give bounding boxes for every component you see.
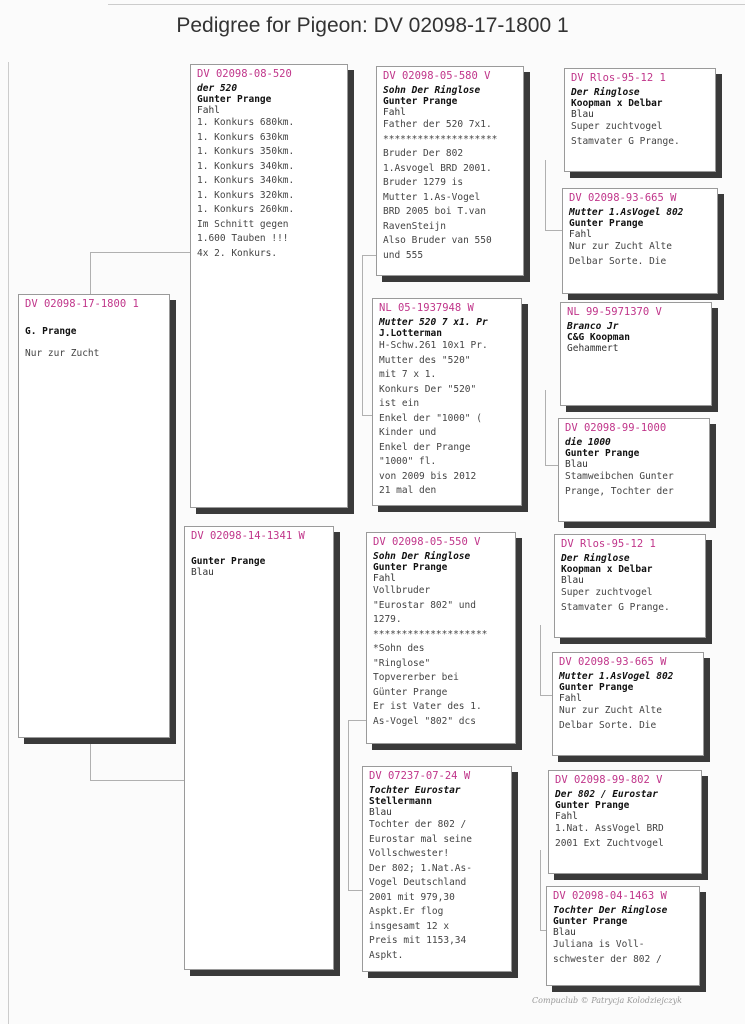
- connector: [545, 230, 563, 231]
- breeder: C&G Koopman: [567, 332, 630, 343]
- note-line: von 2009 bis 2012: [379, 470, 477, 482]
- pigeon-name: Branco Jr: [567, 321, 619, 332]
- color: Fahl: [569, 229, 592, 240]
- note-line: Nur zur Zucht: [25, 348, 100, 359]
- sire-dam-dam-card[interactable]: [558, 418, 710, 522]
- breeder: Koopman x Delbar: [561, 564, 653, 575]
- page-title: Pedigree for Pigeon: DV 02098-17-1800 1: [176, 14, 569, 37]
- breeder: Gunter Prange: [373, 562, 448, 573]
- note-line: insgesamt 12 x: [369, 920, 450, 932]
- breeder: Gunter Prange: [569, 218, 644, 229]
- note-line: Prange, Tochter der: [565, 485, 674, 497]
- connector: [90, 742, 91, 780]
- color: Blau: [191, 567, 214, 578]
- ring-number: DV 02098-04-1463 W: [553, 890, 667, 902]
- breeder: J.Lotterman: [379, 328, 442, 339]
- ring-number: NL 05-1937948 W: [379, 302, 474, 314]
- note-line: 1.Asvogel BRD 2001.: [383, 162, 492, 174]
- footer-credit: Compuclub © Patrycja Kolodziejczyk: [532, 996, 682, 1005]
- note-line: Mutter 1.As-Vogel: [383, 191, 481, 203]
- note-line: Delbar Sorte. Die: [559, 719, 657, 731]
- note-line: und 555: [383, 249, 424, 261]
- note-line: ********************: [373, 628, 488, 640]
- note-line: "1000" fl.: [379, 456, 437, 467]
- note-line: "Eurostar 802" und: [373, 599, 476, 611]
- connector: [362, 255, 363, 415]
- note-line: Preis mit 1153,34: [369, 935, 467, 946]
- note-line: Enkel der Prange: [379, 441, 471, 453]
- note-line: 1. Konkurs 320km.: [197, 189, 295, 201]
- note-line: Father der 520 7x1.: [383, 119, 492, 130]
- note-line: 1.Nat. AssVogel BRD: [555, 823, 664, 834]
- connector: [540, 625, 541, 695]
- ring-number: DV 02098-93-665 W: [569, 192, 677, 204]
- connector: [362, 255, 376, 256]
- note-line: Mutter des "520": [379, 354, 471, 366]
- pigeon-name: Mutter 520 7 x1. Pr: [379, 317, 488, 328]
- pigeon-name: der 520: [197, 83, 238, 94]
- subject-card[interactable]: [18, 294, 170, 738]
- note-line: ********************: [383, 133, 498, 145]
- ring-number: DV 02098-14-1341 W: [191, 530, 305, 542]
- color: Blau: [565, 459, 588, 470]
- note-line: schwester der 802 /: [553, 953, 662, 965]
- note-line: Vogel Deutschland: [369, 877, 467, 888]
- note-line: Delbar Sorte. Die: [569, 255, 667, 267]
- ring-number: DV Rlos-95-12 1: [561, 538, 656, 550]
- note-line: mit 7 x 1.: [379, 369, 437, 380]
- note-line: Kinder und: [379, 427, 437, 438]
- dam-dam-card[interactable]: [362, 766, 512, 972]
- note-line: Bruder Der 802: [383, 148, 464, 159]
- note-line: Aspkt.: [369, 949, 404, 961]
- color: Fahl: [383, 107, 406, 118]
- note-line: 1. Konkurs 630km: [197, 131, 289, 143]
- ring-number: DV 02098-99-802 V: [555, 774, 663, 786]
- breeder: Gunter Prange: [559, 682, 634, 693]
- sire-sire-sire-card[interactable]: [564, 68, 716, 172]
- sire-dam-sire-card[interactable]: [560, 302, 712, 406]
- pigeon-name: Tochter Eurostar: [369, 785, 461, 796]
- note-line: Vollbruder: [373, 585, 431, 596]
- connector: [545, 160, 546, 230]
- note-line: ist ein: [379, 398, 420, 409]
- note-line: Juliana is Voll-: [553, 939, 645, 950]
- color: Gehammert: [567, 343, 619, 354]
- pigeon-name: die 1000: [565, 437, 611, 448]
- connector: [90, 252, 190, 253]
- note-line: 1279.: [373, 614, 402, 625]
- breeder: Gunter Prange: [197, 94, 272, 105]
- sire-sire-card[interactable]: [376, 66, 524, 276]
- connector: [540, 850, 541, 930]
- note-line: 2001 Ext Zuchtvogel: [555, 837, 664, 849]
- note-line: "Ringlose": [373, 657, 431, 669]
- color: Fahl: [559, 693, 582, 704]
- connector: [90, 252, 91, 300]
- connector: [90, 780, 186, 781]
- breeder: Gunter Prange: [383, 96, 458, 107]
- connector: [545, 465, 559, 466]
- note-line: Super zuchtvogel: [571, 121, 663, 132]
- note-line: 1. Konkurs 680km.: [197, 117, 295, 128]
- pigeon-name: Tochter Der Ringlose: [553, 905, 668, 916]
- breeder: Gunter Prange: [191, 556, 266, 567]
- pigeon-name: Mutter 1.AsVogel 802: [569, 207, 684, 218]
- pigeon-name: Sohn Der Ringlose: [383, 85, 481, 96]
- ring-number: NL 99-5971370 V: [567, 306, 662, 318]
- ring-number: DV Rlos-95-12 1: [571, 72, 666, 84]
- note-line: Bruder 1279 is: [383, 177, 464, 188]
- breeder: Gunter Prange: [555, 800, 630, 811]
- note-line: Der 802; 1.Nat.As-: [369, 862, 472, 874]
- note-line: 1. Konkurs 340km.: [197, 175, 295, 186]
- note-line: Nur zur Zucht Alte: [559, 705, 662, 716]
- color: Fahl: [197, 105, 220, 116]
- pigeon-name: Der Ringlose: [571, 87, 640, 98]
- dam-dam-sire-card[interactable]: [548, 770, 702, 874]
- ring-number: DV 02098-05-550 V: [373, 536, 481, 548]
- color: Fahl: [555, 811, 578, 822]
- breeder: Stellermann: [369, 796, 432, 807]
- note-line: Also Bruder van 550: [383, 235, 492, 246]
- note-line: Aspkt.Er flog: [369, 906, 444, 917]
- note-line: Eurostar mal seine: [369, 833, 472, 845]
- ring-number: DV 02098-08-520: [197, 68, 292, 80]
- connector: [348, 720, 349, 890]
- breeder: Gunter Prange: [553, 916, 628, 927]
- note-line: Er ist Vater des 1.: [373, 701, 482, 712]
- page-left-edge: [8, 62, 9, 1024]
- note-line: H-Schw.261 10x1 Pr.: [379, 340, 488, 351]
- note-line: RavenSteijn: [383, 220, 446, 232]
- note-line: Super zuchtvogel: [561, 587, 653, 598]
- ring-number: DV 02098-17-1800 1: [25, 298, 139, 310]
- dam-sire-card[interactable]: [366, 532, 516, 744]
- color: Blau: [369, 807, 392, 818]
- note-line: 21 mal den: [379, 485, 437, 496]
- note-line: 1. Konkurs 340km.: [197, 160, 295, 172]
- note-line: BRD 2005 boi T.van: [383, 206, 486, 217]
- color: Blau: [561, 575, 584, 586]
- note-line: Nur zur Zucht Alte: [569, 241, 672, 252]
- note-line: Stamvater G Prange.: [561, 601, 670, 613]
- note-line: Stamvater G Prange.: [571, 135, 680, 147]
- sire-dam-card[interactable]: [372, 298, 522, 506]
- breeder: G. Prange: [25, 326, 77, 337]
- color: Blau: [553, 927, 576, 938]
- pigeon-name: Mutter 1.AsVogel 802: [559, 671, 674, 682]
- note-line: 4x 2. Konkurs.: [197, 247, 278, 259]
- sire-sire-dam-card[interactable]: [562, 188, 718, 294]
- note-line: Im Schnitt gegen: [197, 218, 289, 230]
- note-line: Konkurs Der "520": [379, 383, 477, 395]
- note-line: 1. Konkurs 350km.: [197, 146, 295, 157]
- note-line: 2001 mit 979,30: [369, 891, 455, 903]
- pigeon-name: Der Ringlose: [561, 553, 630, 564]
- sire-card[interactable]: [190, 64, 348, 508]
- dam-sire-dam-card[interactable]: [552, 652, 704, 756]
- note-line: Enkel der "1000" (: [379, 412, 482, 424]
- dam-dam-dam-card[interactable]: [546, 886, 700, 986]
- connector: [545, 390, 546, 465]
- page-top-edge: [108, 4, 745, 5]
- ring-number: DV 02098-93-665 W: [559, 656, 667, 668]
- note-line: Stamweibchen Gunter: [565, 471, 674, 482]
- note-line: Vollschwester!: [369, 848, 450, 859]
- breeder: Gunter Prange: [565, 448, 640, 459]
- note-line: 1. Konkurs 260km.: [197, 204, 295, 215]
- ring-number: DV 02098-99-1000: [565, 422, 667, 434]
- note-line: Topvererber bei: [373, 672, 459, 683]
- note-line: *Sohn des: [373, 643, 425, 654]
- ring-number: DV 07237-07-24 W: [369, 770, 471, 782]
- ring-number: DV 02098-05-580 V: [383, 70, 491, 82]
- pigeon-name: Sohn Der Ringlose: [373, 551, 471, 562]
- breeder: Koopman x Delbar: [571, 98, 663, 109]
- note-line: As-Vogel "802" dcs: [373, 715, 476, 727]
- note-line: 1.600 Tauben !!!: [197, 233, 289, 244]
- color: Blau: [571, 109, 594, 120]
- color: Fahl: [373, 573, 396, 584]
- pigeon-name: Der 802 / Eurostar: [555, 789, 658, 800]
- note-line: Tochter der 802 /: [369, 819, 467, 830]
- dam-sire-sire-card[interactable]: [554, 534, 706, 638]
- dam-card[interactable]: [184, 526, 334, 970]
- note-line: Günter Prange: [373, 686, 448, 698]
- connector: [348, 720, 368, 721]
